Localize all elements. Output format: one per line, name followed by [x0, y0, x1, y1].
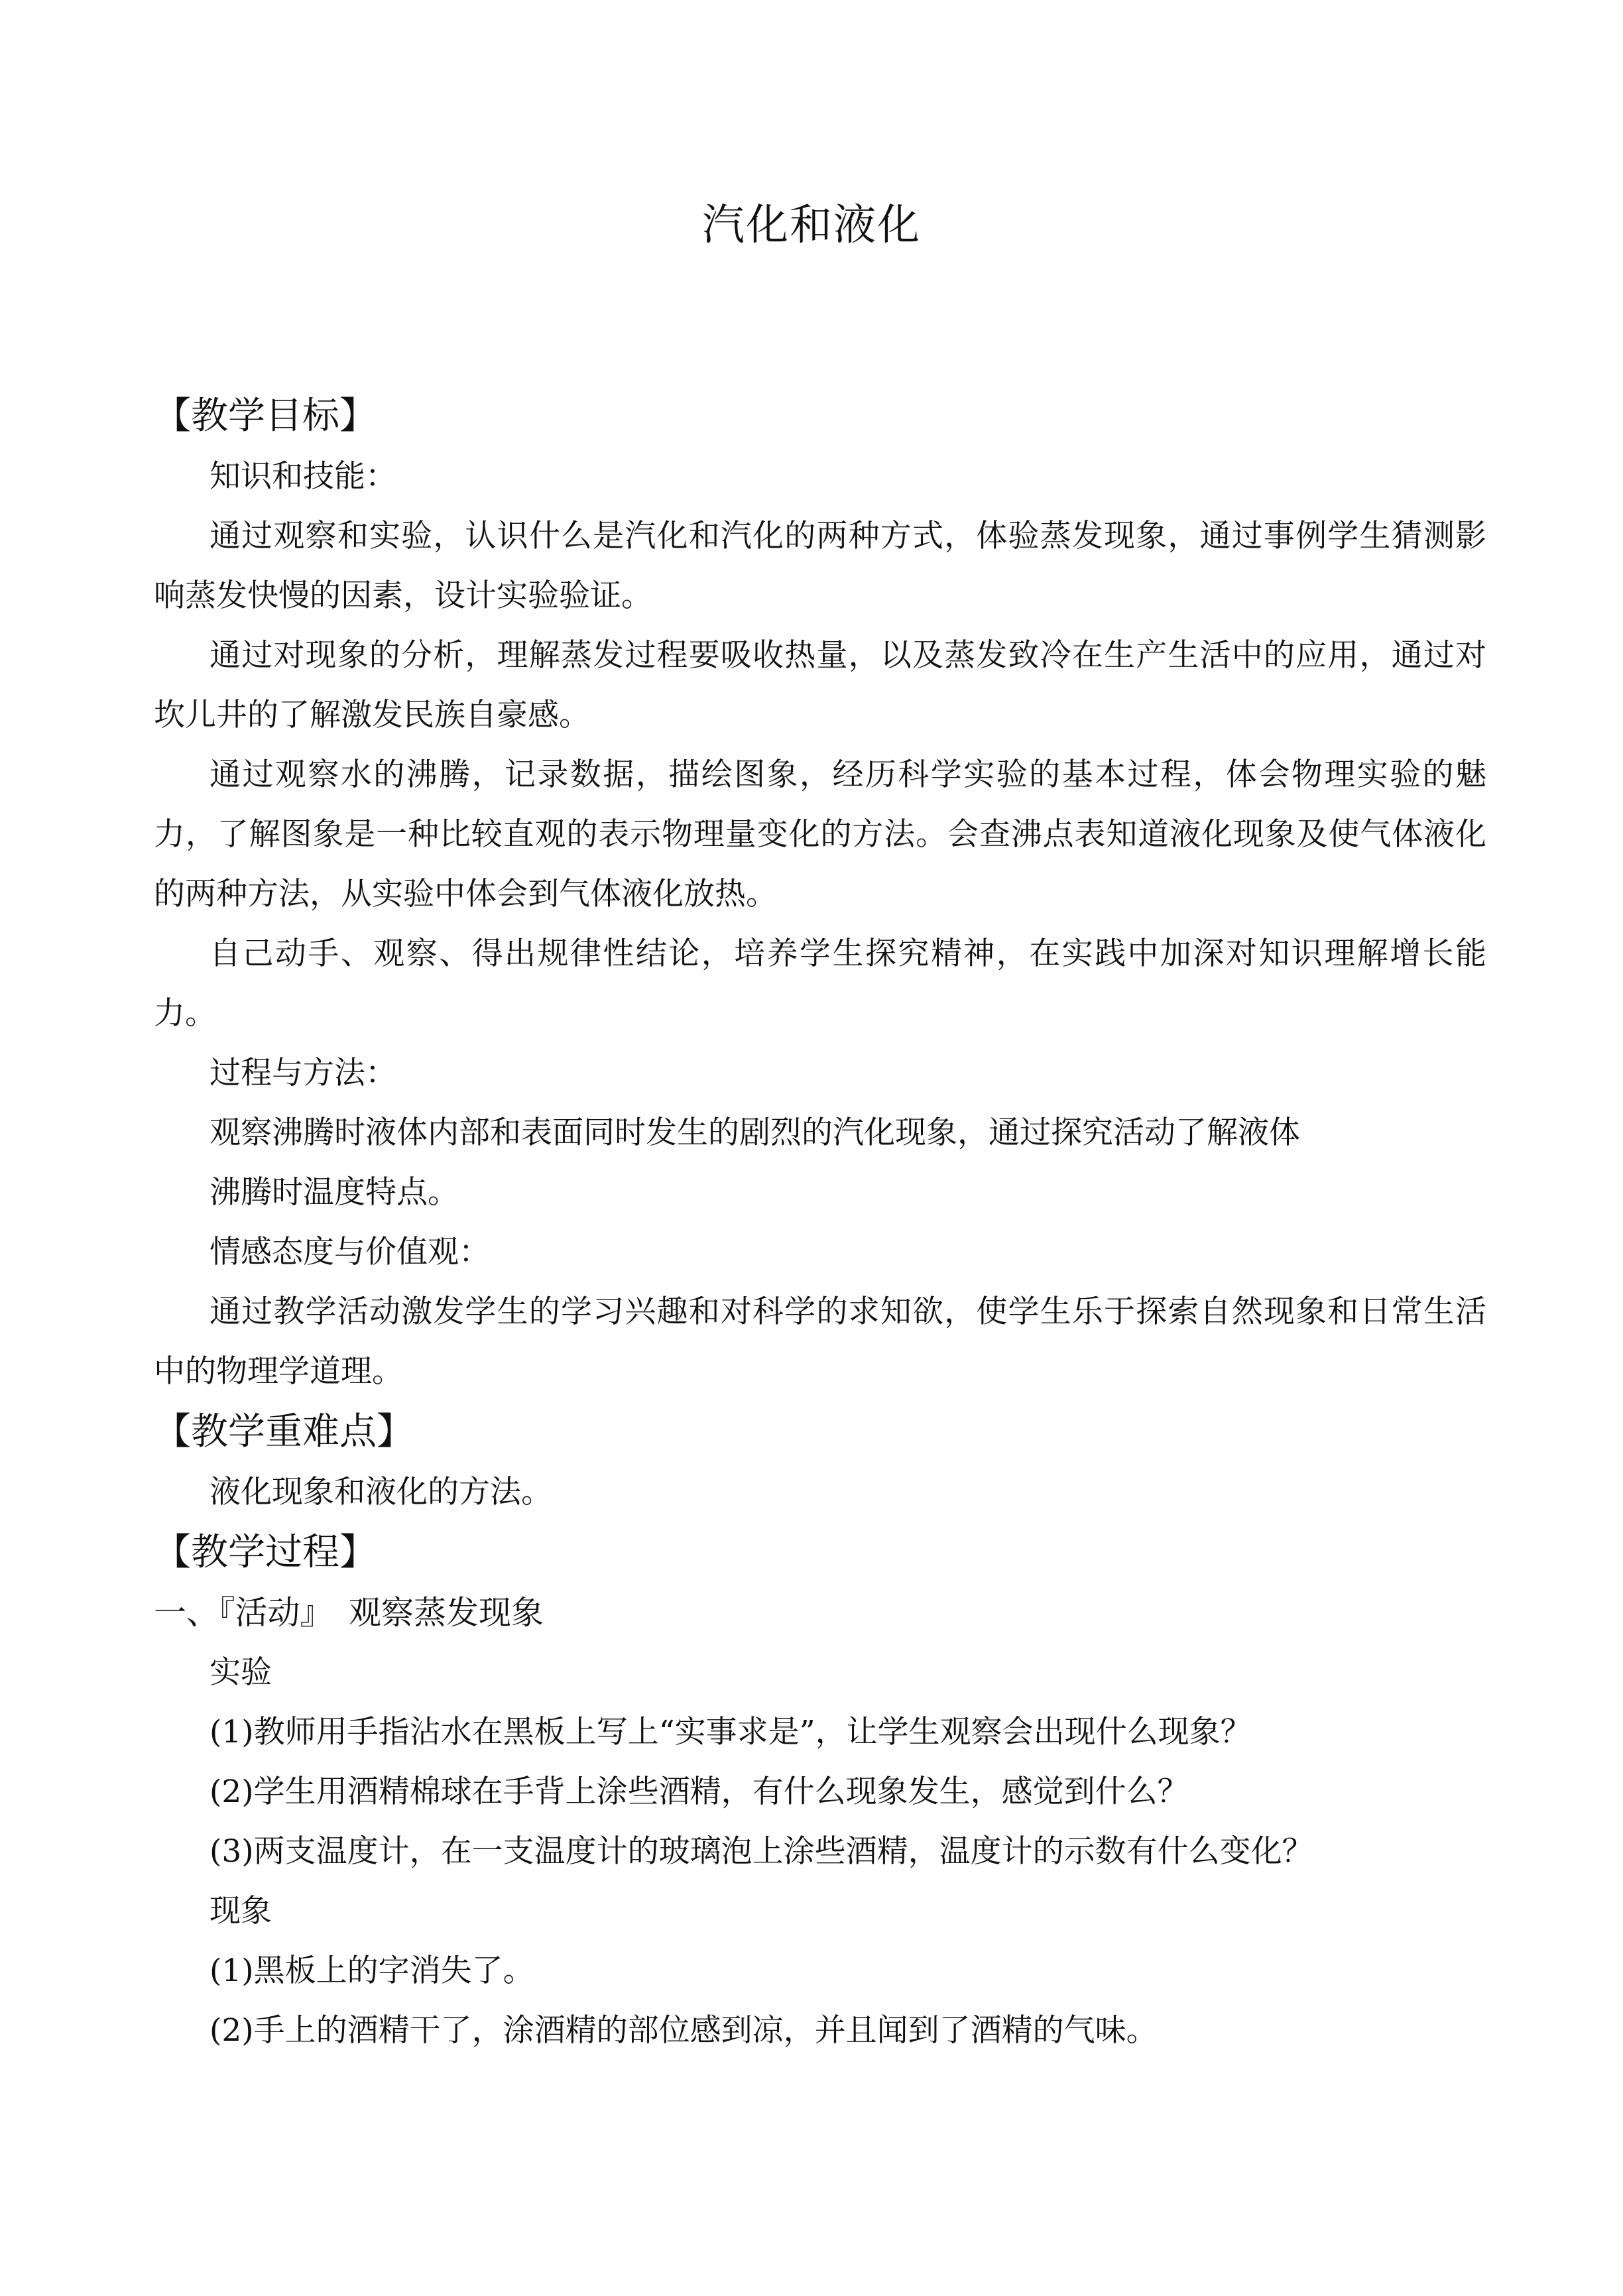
section-heading-key-difficulties: 【教学重难点】	[154, 1410, 414, 1453]
process-line-2: 沸腾时温度特点。	[210, 1174, 459, 1211]
section-heading-teaching-objectives: 【教学目标】	[154, 394, 377, 438]
experiment-label: 实验	[210, 1654, 272, 1691]
subheading-emotion-values: 情感态度与价值观：	[210, 1234, 490, 1270]
section-heading-teaching-process: 【教学过程】	[154, 1531, 377, 1574]
subheading-process-methods: 过程与方法：	[210, 1055, 396, 1091]
phenomenon-label: 现象	[210, 1893, 272, 1929]
paragraph-key-difficulties: 液化现象和液化的方法。	[210, 1474, 552, 1510]
experiment-item-2: (2)学生用酒精棉球在手背上涂些酒精，有什么现象发生，感觉到什么？	[210, 1774, 1189, 1810]
phenomenon-item-2: (2)手上的酒精干了，涂酒精的部位感到凉，并且闻到了酒精的气味。	[210, 2012, 1158, 2049]
paragraph-objective-3: 通过观察水的沸腾，记录数据，描绘图象，经历科学实验的基本过程，体会物理实验的魅力，了解图象是一种比较直观的表示物理量变化的方法。会查沸点表知道液化现象及使气体液化的两种方法，从实验中体会到气体液化放热。	[154, 756, 1486, 912]
phenomenon-item-1: (1)黑板上的字消失了。	[210, 1953, 534, 1989]
paragraph-objective-2: 通过对现象的分析，理解蒸发过程要吸收热量，以及蒸发致冷在生产生活中的应用，通过对坎儿井的了解激发民族自豪感。	[154, 637, 1486, 733]
activity-title: 一、『活动』 观察蒸发现象	[154, 1594, 544, 1632]
document-content	[154, 386, 1486, 2061]
process-line-1: 观察沸腾时液体内部和表面同时发生的剧烈的汽化现象，通过探究活动了解液体	[210, 1115, 1300, 1151]
experiment-item-3: (3)两支温度计，在一支温度计的玻璃泡上涂些酒精，温度计的示数有什么变化？	[210, 1833, 1313, 1870]
paragraph-objective-4: 自己动手、观察、得出规律性结论，培养学生探究精神，在实践中加深对知识理解增长能力。	[154, 936, 1486, 1032]
paragraph-objective-1: 通过观察和实验，认识什么是汽化和汽化的两种方式，体验蒸发现象，通过事例学生猜测影响蒸发快慢的因素，设计实验验证。	[154, 518, 1486, 614]
paragraph-emotion-values: 通过教学活动激发学生的学习兴趣和对科学的求知欲，使学生乐于探索自然现象和日常生活中的物理学道理。	[154, 1294, 1486, 1390]
page-title: 汽化和液化	[702, 201, 921, 250]
subheading-knowledge-skills: 知识和技能：	[210, 458, 396, 495]
experiment-item-1: (1)教师用手指沾水在黑板上写上“实事求是”，让学生观察会出现什么现象？	[210, 1714, 1252, 1750]
